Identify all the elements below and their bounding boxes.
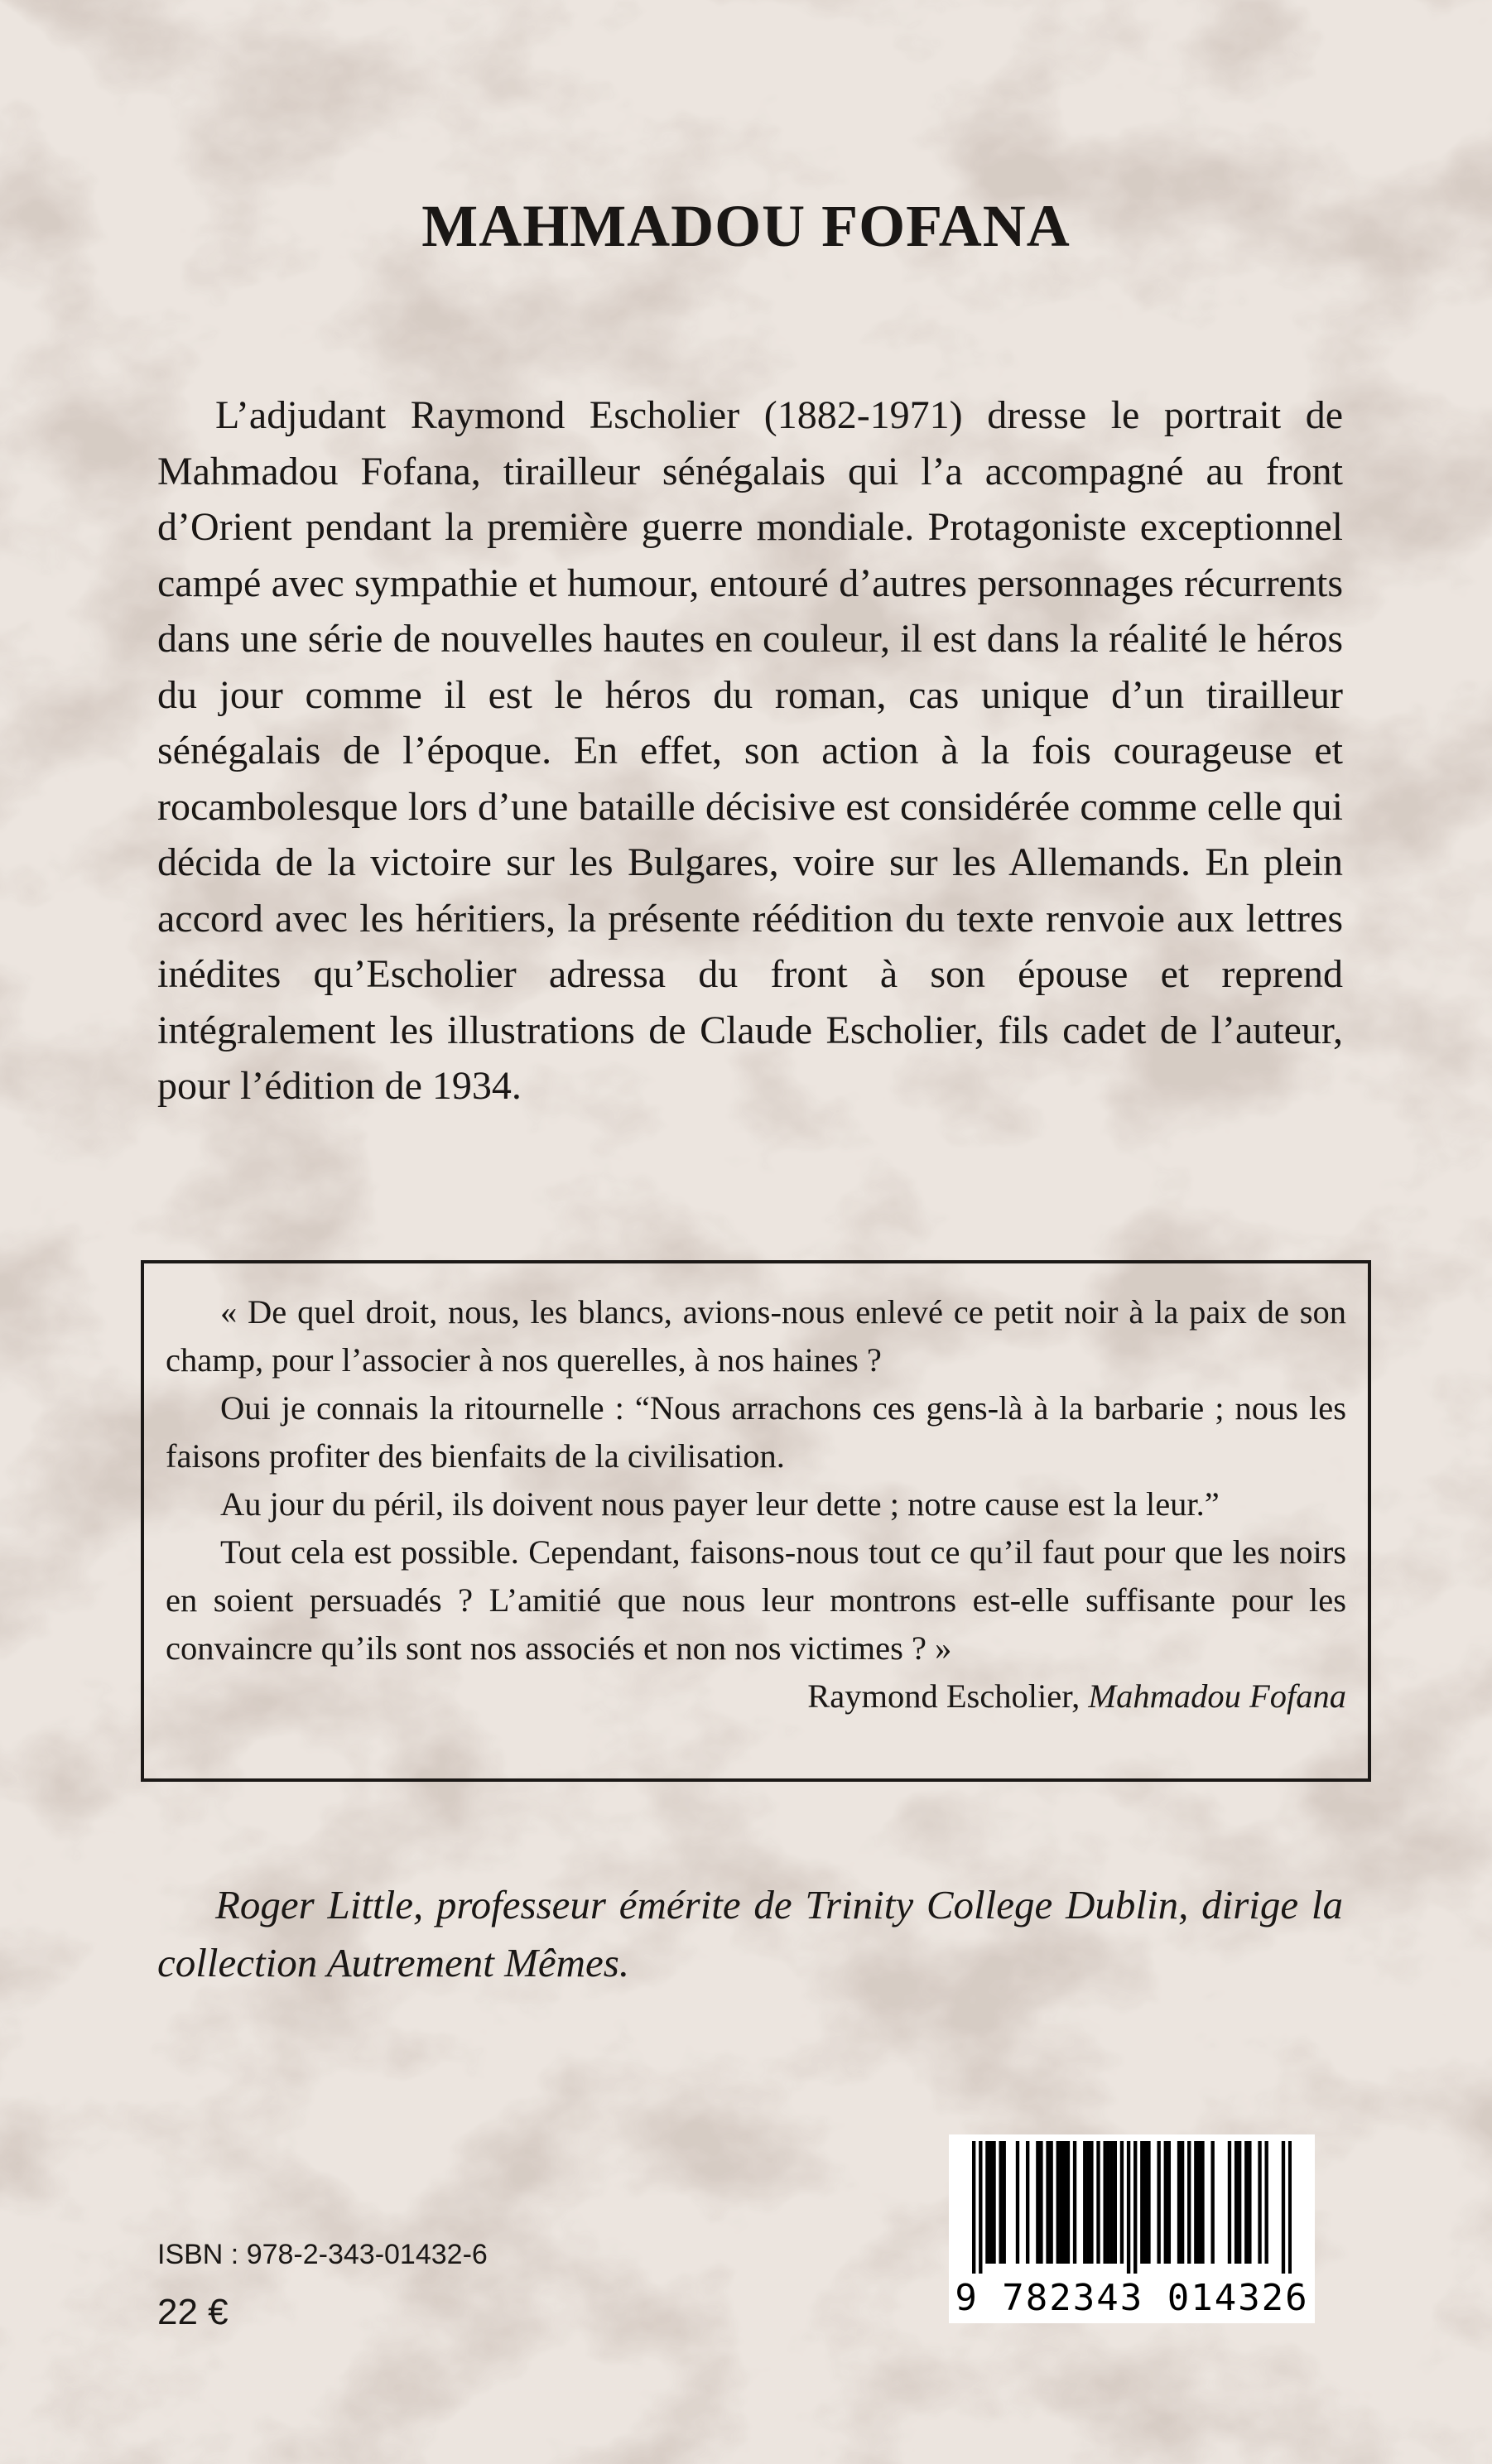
barcode-bar xyxy=(1120,2141,1124,2264)
barcode-bar xyxy=(1147,2141,1150,2264)
summary-paragraph: L’adjudant Raymond Escholier (1882-1971) dresse le portrait de Mahmadou Fofana, tirailleur sénégalais qui l’a accompagné au front d’Orient pendant la première guerre mondiale. Protagoniste exceptionnel campé avec sympathie et humour, entouré d’autres personnages récurrents dans une série de nouvelles hautes en couleur, il est dans la réalité le héros du jour comme il est le héros du roman, cas unique d’un tirailleur sénégalais de l’époque. En effet, son action à la fois courageuse et rocambolesque lors d’une bataille décisive est considérée comme celle qui décida de la victoire sur les Bulgares, voire sur les Allemands. En plein accord avec les héritiers, la présente réédition du texte renvoie aux lettres inédites qu’Escholier adressa du front à son épouse et reprend intégralement les illustrations de Claude Escholier, fils cadet de l’auteur, pour l’édition de 1934. xyxy=(157,393,1343,1108)
barcode-bar xyxy=(1133,2141,1137,2274)
barcode-bar xyxy=(1110,2141,1114,2264)
barcode-bar xyxy=(1181,2141,1184,2264)
barcode-bar xyxy=(1235,2141,1238,2264)
barcode-bar xyxy=(1194,2141,1197,2264)
quote-paragraph-1: « De quel droit, nous, les blancs, avions-nous enlevé ce petit noir à la paix de son champ, pour l’associer à nos querelles, à nos haines ? xyxy=(166,1293,1346,1379)
barcode-digits: 9 782343 014326 xyxy=(955,2277,1309,2319)
barcode-bar xyxy=(1167,2141,1171,2264)
quote-paragraph-2: Oui je connais la ritournelle : “Nous arrachons ces gens-là à la barbarie ; nous les faisons profiter des bienfaits de la civilisation. xyxy=(166,1389,1346,1475)
barcode-bar xyxy=(972,2141,975,2274)
barcode-bar xyxy=(1210,2141,1214,2264)
price-label: 22 € xyxy=(157,2292,229,2332)
barcode-bar xyxy=(1164,2141,1167,2264)
barcode-bar xyxy=(1096,2141,1100,2264)
barcode xyxy=(949,2134,1315,2323)
barcode-bar xyxy=(1036,2141,1039,2264)
barcode-bar xyxy=(1244,2141,1248,2264)
barcode-bar xyxy=(1114,2141,1117,2264)
book-title: MAHMADOU FOFANA xyxy=(421,193,1071,259)
barcode-bar xyxy=(1086,2141,1090,2264)
attribution-author: Raymond Escholier, xyxy=(807,1677,1089,1715)
barcode-bar xyxy=(1103,2141,1106,2264)
barcode-bar xyxy=(1248,2141,1251,2264)
barcode-bar xyxy=(1066,2141,1070,2264)
quote-paragraph-3: Au jour du péril, ils doivent nous payer leur dette ; notre cause est la leur.” xyxy=(220,1485,1220,1523)
barcode-bar xyxy=(1049,2141,1052,2264)
barcode-bar xyxy=(1282,2141,1285,2274)
barcode-bar xyxy=(1107,2141,1110,2264)
barcode-bar xyxy=(1228,2141,1231,2264)
collection-director-note xyxy=(157,1876,1343,1992)
quote-attribution xyxy=(166,1672,1346,1720)
barcode-bar xyxy=(1197,2141,1201,2264)
quotation-box xyxy=(141,1260,1371,1782)
barcode-bar xyxy=(1046,2141,1049,2264)
barcode-bar xyxy=(1288,2141,1292,2274)
barcode-bar xyxy=(992,2141,995,2264)
barcode-bar xyxy=(1127,2141,1130,2274)
director-note-text: Roger Little, professeur émérite de Trinity College Dublin, dirige la collection Autrement Mêmes. xyxy=(157,1882,1343,1985)
barcode-bar xyxy=(1083,2141,1086,2264)
barcode-bar xyxy=(1264,2141,1268,2264)
barcode-bar xyxy=(1073,2141,1076,2264)
barcode-bar xyxy=(1157,2141,1160,2264)
barcode-bar xyxy=(1258,2141,1261,2264)
barcode-bar xyxy=(1140,2141,1143,2264)
barcode-bar xyxy=(1238,2141,1241,2264)
back-cover-summary xyxy=(157,387,1343,1114)
barcode-bar xyxy=(1177,2141,1181,2264)
barcode-bar xyxy=(999,2141,1003,2264)
quote-paragraph-4: Tout cela est possible. Cependant, faisons-nous tout ce qu’il faut pour que les noirs en soient persuadés ? L’amitié que nous leur montrons est-elle suffisante pour les convaincre qu’ils sont nos associés et non nos victimes ? » xyxy=(166,1533,1346,1667)
barcode-bar xyxy=(1063,2141,1066,2264)
barcode-bar xyxy=(1201,2141,1204,2264)
barcode-bar xyxy=(1090,2141,1093,2264)
isbn-label: ISBN : 978-2-343-01432-6 xyxy=(157,2239,488,2270)
barcode-bar xyxy=(1026,2141,1029,2264)
barcode-bar xyxy=(1016,2141,1019,2264)
barcode-bar xyxy=(1187,2141,1191,2264)
barcode-bar xyxy=(1143,2141,1147,2264)
barcode-bar xyxy=(1060,2141,1063,2264)
barcode-bar xyxy=(979,2141,982,2274)
barcode-bar xyxy=(989,2141,992,2264)
attribution-title: Mahmadou Fofana xyxy=(1088,1677,1346,1715)
barcode-bar xyxy=(1056,2141,1060,2264)
barcode-bars xyxy=(972,2141,1292,2274)
barcode-bar xyxy=(1003,2141,1006,2264)
barcode-bar xyxy=(1039,2141,1042,2264)
barcode-bar xyxy=(985,2141,989,2264)
